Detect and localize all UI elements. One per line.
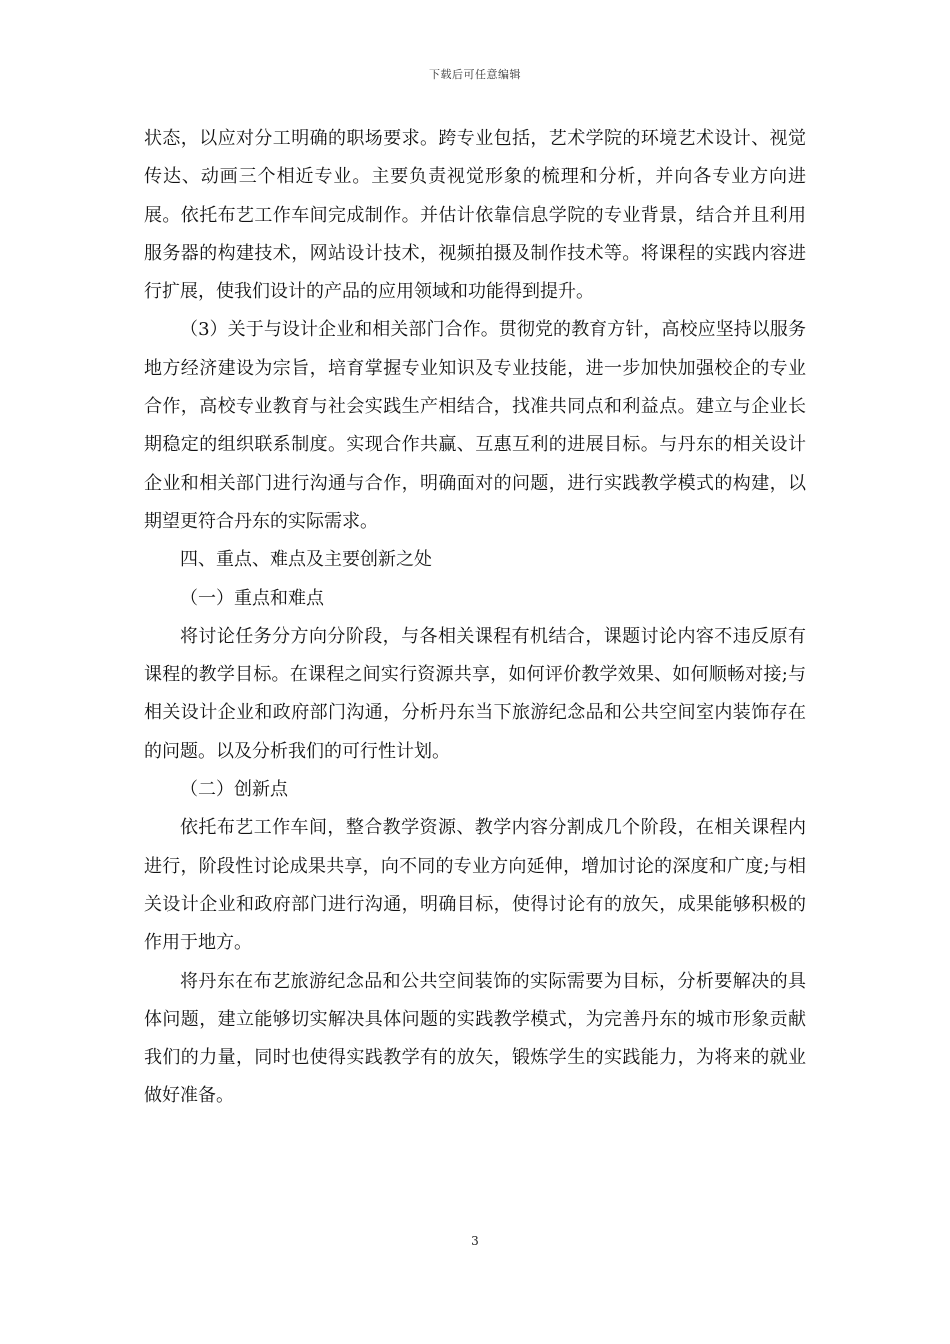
section-heading: 四、重点、难点及主要创新之处 [180, 549, 432, 571]
paragraph-continuation: 状态，以应对分工明确的职场要求。跨专业包括，艺术学院的环境艺术设计、视觉传达、动画三个相近专业。主要负责视觉形象的梳理和分析，并向各专业方向进展。依托布艺工作车间完成制作。并估计依靠信息学院的专业背景，结合并且利用服务器的构建技术，网站设计技术，视频拍摄及制作技术等。将课程的实践内容进行扩展，使我们设计的产品的应用领域和功能得到提升。 [144, 128, 806, 303]
subsection-heading-key-points: （一）重点和难点 [180, 587, 324, 609]
page-header: 下载后可任意编辑 [429, 68, 521, 81]
document-body [144, 120, 806, 1116]
page-number: 3 [471, 1234, 479, 1248]
paragraph-goal: 将丹东在布艺旅游纪念品和公共空间装饰的实际需要为目标，分析要解决的具体问题，建立能够切实解决具体问题的实践教学模式，为完善丹东的城市形象贡献我们的力量，同时也使得实践教学有的放矢，锻炼学生的实践能力，为将来的就业做好准备。 [144, 970, 806, 1107]
paragraph-innovation: 依托布艺工作车间，整合教学资源、教学内容分割成几个阶段，在相关课程内进行，阶段性讨论成果共享，向不同的专业方向延伸，增加讨论的深度和广度;与相关设计企业和政府部门进行沟通，明确目标，使得讨论有的放矢，成果能够积极的作用于地方。 [144, 817, 806, 954]
subsection-heading-innovation: （二）创新点 [180, 779, 288, 801]
paragraph-key-points: 将讨论任务分方向分阶段，与各相关课程有机结合，课题讨论内容不违反原有课程的教学目标。在课程之间实行资源共享，如何评价教学效果、如何顺畅对接;与相关设计企业和政府部门沟通，分析丹东当下旅游纪念品和公共空间室内装饰存在的问题。以及分析我们的可行性计划。 [144, 625, 806, 762]
paragraph-cooperation: （3）关于与设计企业和相关部门合作。贯彻党的教育方针，高校应坚持以服务地方经济建设为宗旨，培育掌握专业知识及专业技能，进一步加快加强校企的专业合作，高校专业教育与社会实践生产相结合，找准共同点和利益点。建立与企业长期稳定的组织联系制度。实现合作共赢、互惠互利的进展目标。与丹东的相关设计企业和相关部门进行沟通与合作，明确面对的问题，进行实践教学模式的构建，以期望更符合丹东的实际需求。 [144, 319, 806, 532]
